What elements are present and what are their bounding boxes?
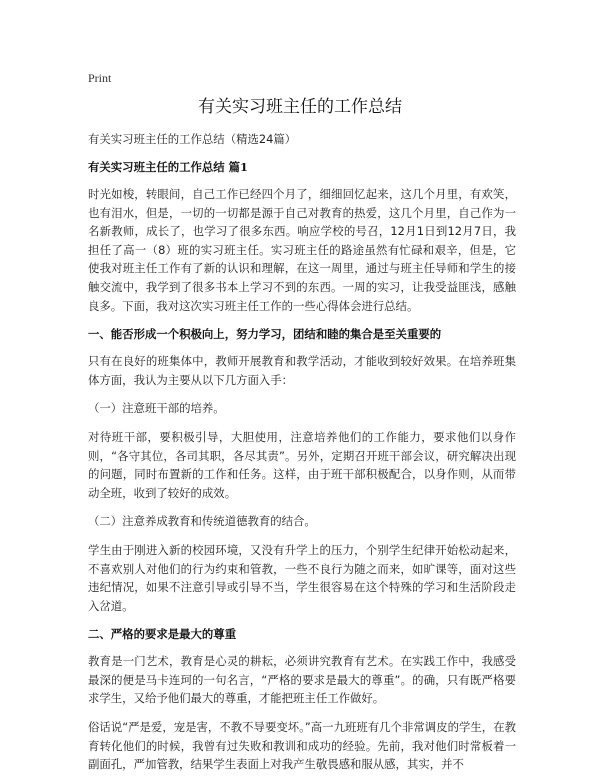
paragraph-3: （一）注意班干部的培养。 (88, 401, 225, 416)
paragraph-6: 学生由于刚进入新的校园环境，又没有升学上的压力，个别学生纪律开始松动起来，不喜欢别人对他们的行为约束和管教，一些不良行为随之而来，如旷课等，面对这些违纪情况，如果不注意引导或引导不当，学生很容易在这个特殊的学习和生活阶段走入岔道。 (88, 542, 516, 613)
paragraph-1: 时光如梭，转眼间，自己工作已经四个月了，细细回忆起来，这几个月里，有欢笑，也有泪水，但是，一切的一切都是源于自己对教育的热爱，这几个月里，自己作为一名新教师，成长了，也学习了很多东西。响应学校的号召，12月1日到12月7日，我担任了高一（8）班的实习班主任。实习班主任的路途虽然有忙碌和艰辛，但是，它使我对班主任工作有了新的认识和理解，在这一周里，通过与班主任导师和学生的接触交流中，我学到了很多书本上学习不到的东西。一周的实习，让我受益匪浅，感触良多。下面，我对这次实习班主任工作的一些心得体会进行总结。 (88, 187, 516, 313)
paragraph-4: 对待班干部，要积极引导，大胆使用，注意培养他们的工作能力，要求他们以身作则，“各守其位，各司其职，各尽其责”。另外，定期召开班干部会议，研究解决出现的问题，同时布置新的工作和任务。这样，由于班干部积极配合，以身作则，从而带动全班，收到了较好的成效。 (88, 429, 516, 500)
paragraph-2: 只有在良好的班集体中，教师开展教育和教学活动，才能收到较好效果。在培养班集体方面，我认为主要从以下几方面入手： (88, 354, 516, 387)
paragraph-5: （二）注意养成教育和传统道德教育的结合。 (88, 514, 316, 529)
heading-1: 一、能否形成一个积极向上，努力学习，团结和睦的集合是至关重要的 (88, 327, 442, 342)
document-body (88, 130, 516, 774)
print-link[interactable]: Print (88, 71, 112, 85)
paragraph-7: 教育是一门艺术，教育是心灵的耕耘，必须讲究教育有艺术。在实践工作中，我感受最深的便是马卡连珂的一句名言，“严格的要求是最大的尊重”。的确，只有既严格要求学生，又给予他们最大的尊重，才能把班主任工作做好。 (88, 654, 516, 706)
document-subtitle: 有关实习班主任的工作总结（精选24篇） (88, 132, 297, 146)
paragraph-8: 俗话说“严是爱，宠是害，不教不导要变坏。”高一九班班有几个非常调皮的学生，在教育转化他们的时候，我曾有过失败和教训和成功的经验。先前，我对他们时常板着一副面孔，严加管教，结果学生表面上对我产生敬畏感和服从感，其实，并不 (88, 720, 516, 772)
heading-2: 二、严格的要求是最大的尊重 (88, 627, 237, 642)
section-title: 有关实习班主任的工作总结 篇1 (88, 160, 248, 174)
document-title: 有关实习班主任的工作总结 (198, 97, 402, 117)
